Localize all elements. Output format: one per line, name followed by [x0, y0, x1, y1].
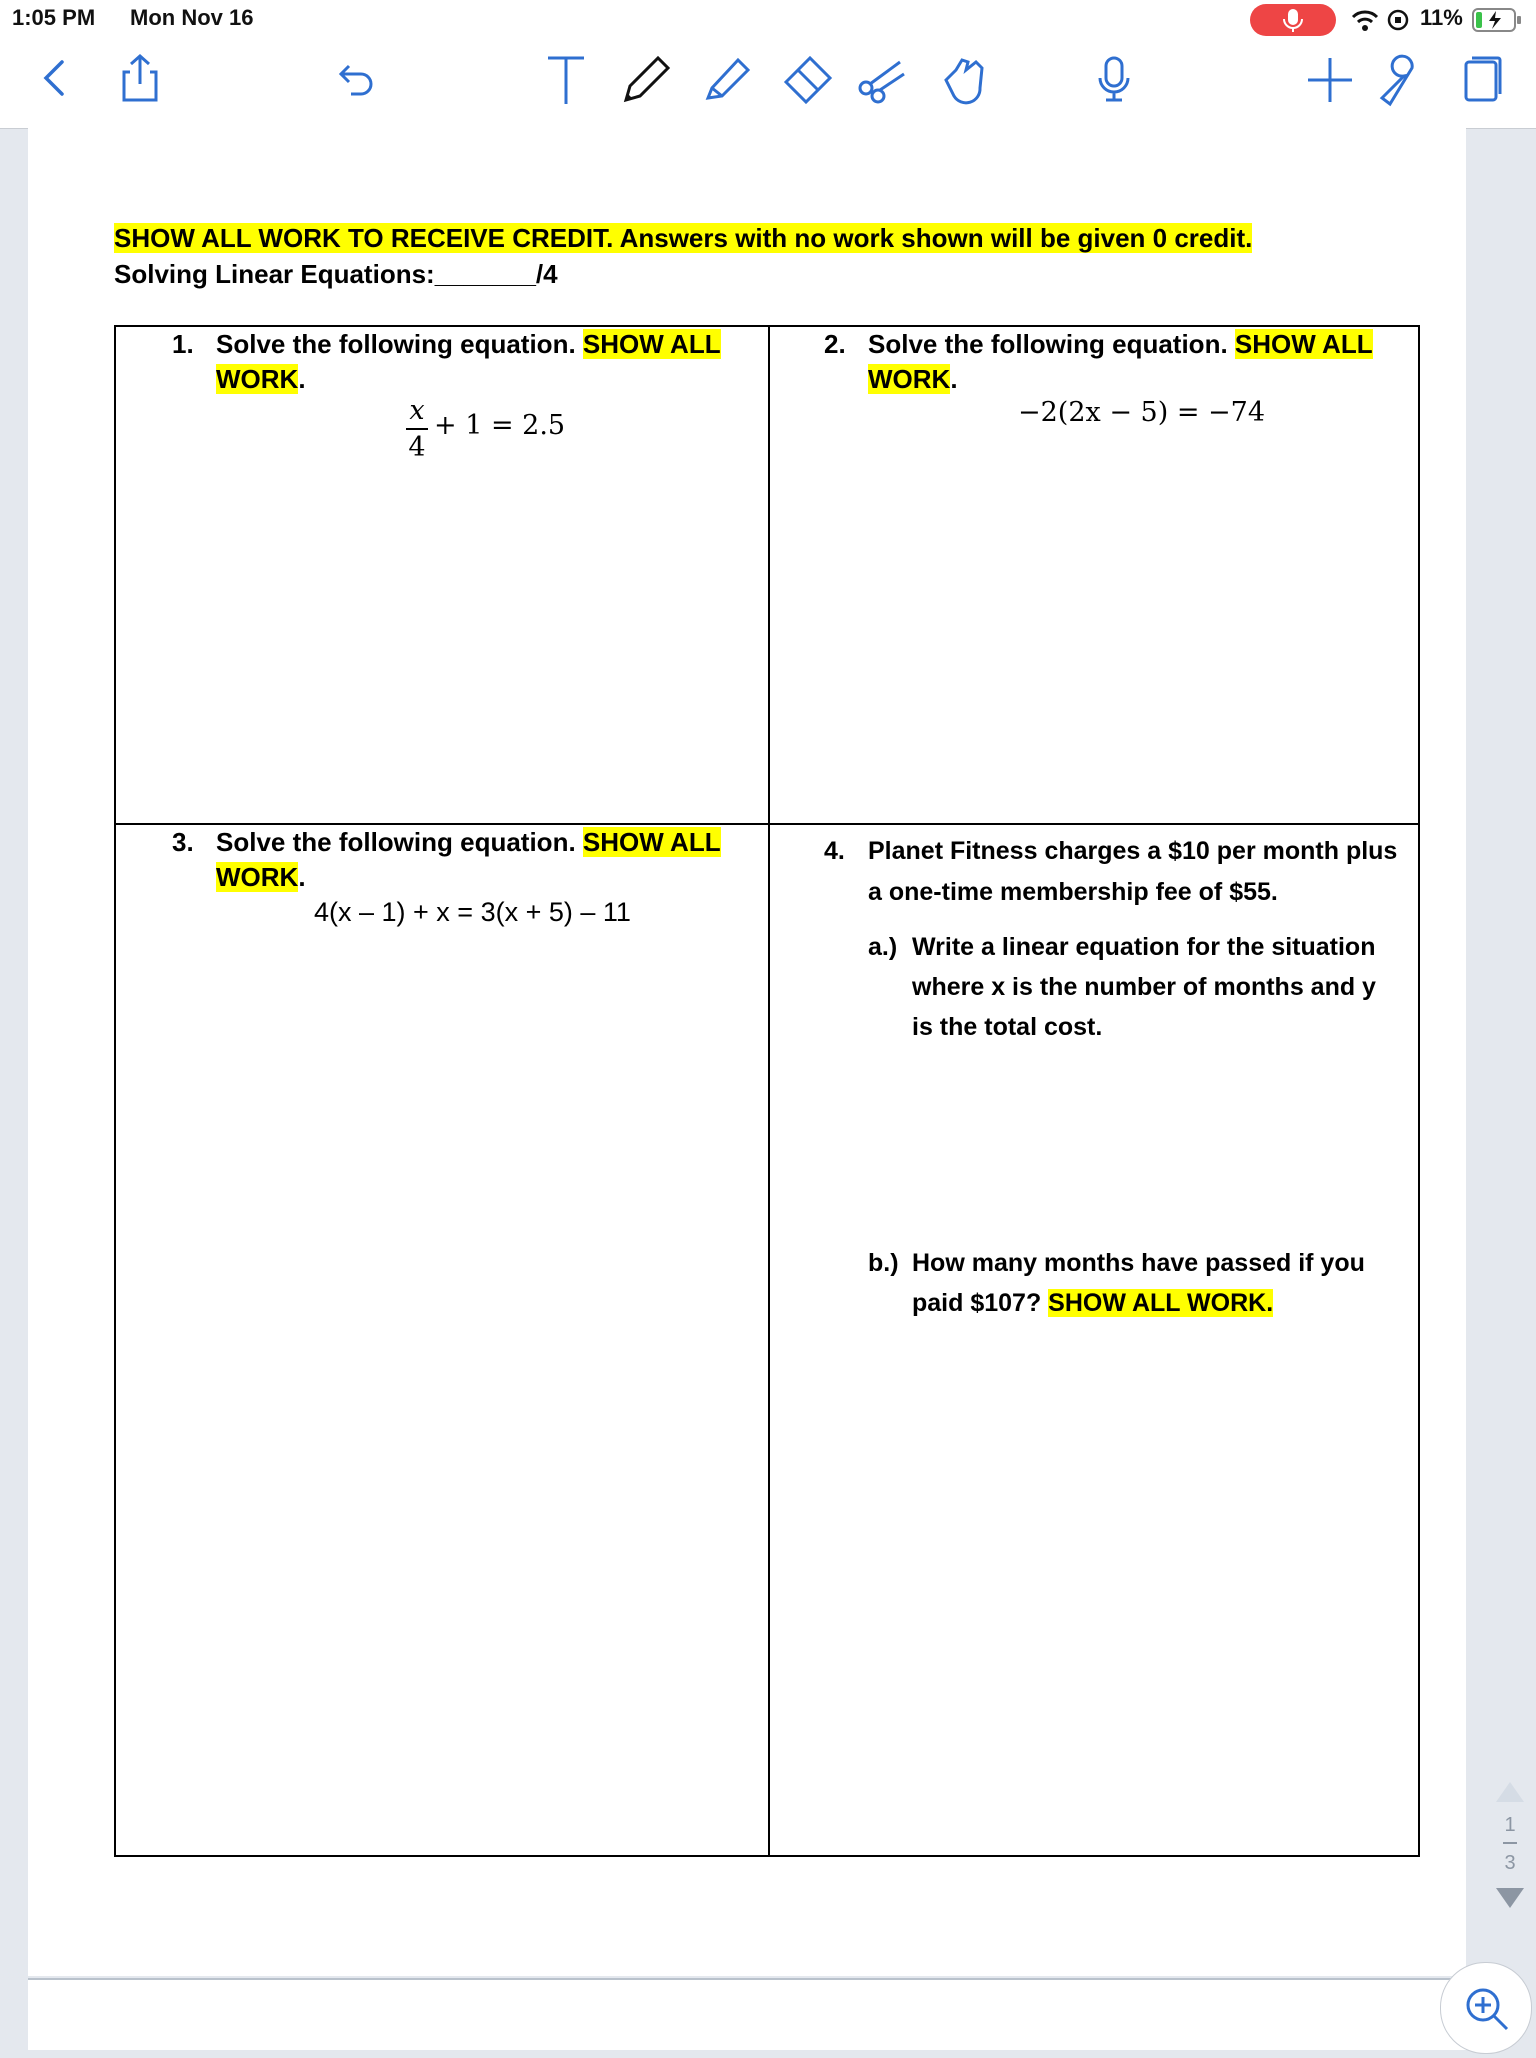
page-up-icon[interactable]: [1494, 1780, 1526, 1804]
instructions: [114, 220, 1252, 292]
battery-icon: [1472, 8, 1522, 32]
add-icon[interactable]: [1300, 48, 1360, 108]
question-1-highlight-2: WORK: [216, 364, 299, 394]
question-4a-line-3: is the total cost.: [912, 1013, 1103, 1041]
question-4a-label: a.): [868, 933, 898, 961]
status-date: Mon Nov 16: [130, 5, 254, 30]
page-down-icon[interactable]: [1494, 1886, 1526, 1910]
question-4b-line-1: How many months have passed if you: [912, 1249, 1365, 1277]
equation-1-numerator: x: [409, 395, 425, 426]
equation-1-rest: + 1 = 2.5: [434, 410, 566, 441]
question-3-highlight-2: WORK: [216, 862, 299, 892]
page-navigator[interactable]: [1494, 1780, 1526, 1910]
question-2-text: Solve the following equation.: [868, 329, 1235, 359]
question-grid: 1. Solve the following equation. SHOW ALL WORK. x 4 + 1 = 2.5 2. Solve the following equation. SHOW ALL WORK. −2(2x − 5) = −74 3. Solve the following equation. SHOW ALL WORK. 4(x – 1) + x = 3(x + 5) – 11 4. Planet Fitness charges a $10 per month plus a one-time membership fee of $55. a.) Write a linear equation for the situation where x is the number of months and y is the total cost. b.) How many months have passed if you paid $107? SHOW ALL WORK.: [114, 325, 1420, 1857]
question-1-text: Solve the following equation.: [216, 329, 583, 359]
question-4a-line-2: where x is the number of months and y: [912, 973, 1376, 1001]
page-current: 1: [1504, 1814, 1516, 1836]
question-4b-highlight: SHOW ALL WORK.: [1048, 1289, 1274, 1317]
next-page[interactable]: [28, 1978, 1466, 2050]
question-2-highlight: SHOW ALL: [1234, 329, 1373, 359]
hand-icon[interactable]: [932, 48, 992, 108]
instruction-highlight: SHOW ALL WORK TO RECEIVE CREDIT.: [114, 223, 614, 253]
text-tool-icon[interactable]: [536, 48, 596, 108]
question-4b-line-2: paid $107?: [912, 1289, 1049, 1317]
zoom-in-icon: [1441, 1963, 1531, 2053]
page-total: 3: [1504, 1852, 1516, 1874]
question-4a-line-1: Write a linear equation for the situation: [912, 933, 1376, 961]
question-4b-label: b.): [868, 1249, 899, 1277]
question-4-line-1: Planet Fitness charges a $10 per month plus: [868, 837, 1398, 865]
question-3-highlight: SHOW ALL: [582, 827, 721, 857]
undo-icon[interactable]: [325, 48, 385, 108]
question-1-number: 1.: [172, 329, 194, 359]
equation-1: [406, 395, 606, 465]
page-view-icon[interactable]: [1452, 48, 1512, 108]
eraser-icon[interactable]: [778, 48, 838, 108]
scissors-icon[interactable]: [852, 48, 912, 108]
zoom-button[interactable]: [1440, 1962, 1532, 2054]
equation-1-denominator: 4: [408, 432, 426, 463]
equation-3: 4(x – 1) + x = 3(x + 5) – 11: [314, 897, 631, 927]
status-time: 1:05 PM: [12, 5, 96, 30]
highlighter-icon[interactable]: [698, 48, 758, 108]
question-4-line-2: a one-time membership fee of $55.: [868, 878, 1278, 906]
top-bar: [0, 0, 1536, 129]
question-4-number: 4.: [824, 837, 845, 865]
orientation-lock-icon: [1386, 8, 1410, 32]
wrench-icon[interactable]: [1370, 48, 1430, 108]
microphone-icon[interactable]: [1084, 48, 1144, 108]
pen-icon[interactable]: [618, 48, 678, 108]
question-2-highlight-2: WORK: [868, 364, 951, 394]
equation-2: −2(2x − 5) = −74: [1018, 397, 1266, 428]
back-icon[interactable]: [24, 48, 84, 108]
wifi-icon: [1350, 8, 1380, 32]
recording-indicator[interactable]: [1250, 4, 1336, 36]
question-1-highlight: SHOW ALL: [582, 329, 721, 359]
instruction-rest: Answers with no work shown will be given 0 credit.: [613, 223, 1253, 253]
microphone-icon: [1250, 4, 1336, 36]
question-3-text: Solve the following equation.: [216, 827, 583, 857]
worksheet-title: Solving Linear Equations:_______/4: [114, 259, 558, 289]
battery-percent: 11%: [1420, 5, 1463, 30]
question-3-number: 3.: [172, 827, 194, 857]
share-icon[interactable]: [110, 48, 170, 108]
question-2-number: 2.: [824, 329, 846, 359]
